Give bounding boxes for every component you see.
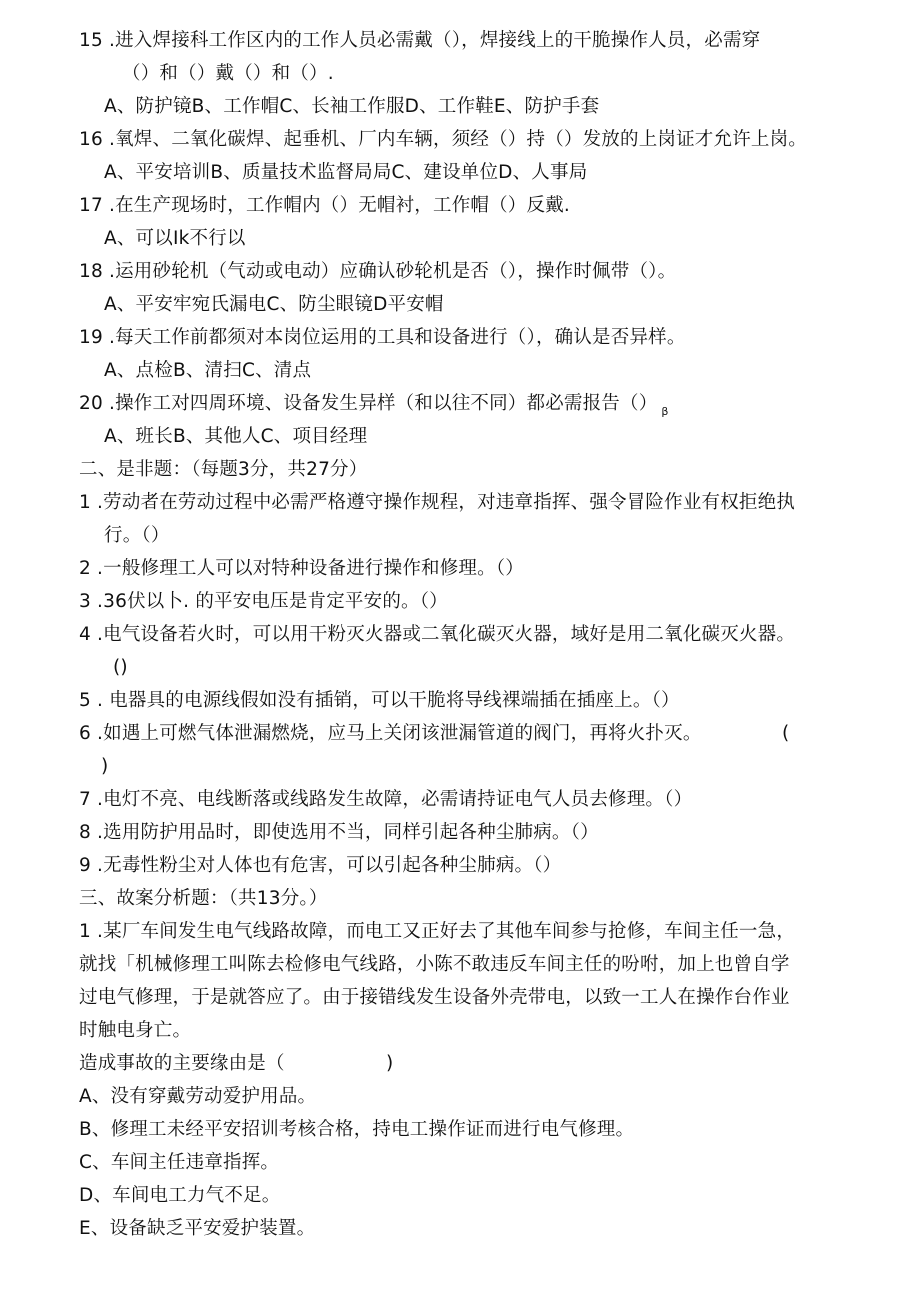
case1-question-close-paren: ) (386, 1053, 394, 1074)
q18-text: 18 .运用砂轮机（气动或电动）应确认砂轮机是否（），操作时佩带（）。 (79, 261, 677, 282)
q20-options: A、班长B、其他人C、项目经理 (104, 426, 368, 447)
tf9-text: 9 .无毒性粉尘对人体也有危害，可以引起各种尘肺病。（） (79, 855, 562, 876)
tf1-line1: 1 .劳动者在劳动过程中必需严格遵守操作规程，对违章指挥、强令冒险作业有权拒绝执 (79, 492, 796, 513)
q15-line2: （）和（）戴（）和（）. (122, 63, 334, 84)
section-3-heading: 三、故案分析题：（共13分。） (79, 888, 328, 909)
q17-options: A、可以Ik不行以 (104, 228, 246, 249)
q19-options: A、点检B、清扫C、清点 (104, 360, 312, 381)
tf6-open-paren: ( (782, 723, 790, 744)
tf8-text: 8 .选用防护用品时，即使选用不当，同样引起各种尘肺病。（） (79, 822, 599, 843)
q20-mark: β (661, 405, 669, 418)
tf6-close-paren: ) (101, 756, 109, 777)
section-2-heading: 二、是非题：（每题3分，共27分） (79, 459, 368, 480)
q15-options: A、防护镜B、工作帽C、长袖工作服D、工作鞋E、防护手套 (104, 96, 600, 117)
q16-options: A、平安培训B、质量技术监督局局C、建设单位D、人事局 (104, 162, 588, 183)
case1-option-b: B、修理工未经平安招训考核合格，持电工操作证而进行电气修理。 (79, 1119, 635, 1140)
case1-line4: 时触电身亡。 (79, 1020, 192, 1041)
q15-line1: 15 .进入焊接科工作区内的工作人员必需戴（），焊接线上的干脆操作人员，必需穿 (79, 30, 761, 51)
case1-option-a: A、没有穿戴劳动爱护用品。 (79, 1086, 317, 1107)
case1-option-e: E、设备缺乏平安爱护装置。 (79, 1218, 316, 1239)
q16-text: 16 .氧焊、二氧化碳焊、起垂机、厂内车辆，须经（）持（）发放的上岗证才允许上岗。 (79, 129, 808, 150)
tf7-text: 7 .电灯不亮、电线断落或线路发生故障，必需请持证电气人员去修理。（） (79, 789, 693, 810)
q19-text: 19 .每天工作前都须对本岗位运用的工具和设备进行（），确认是否异样。 (79, 327, 686, 348)
case1-line3: 过电气修理，于是就答应了。由于接错线发生设备外壳带电，以致一工人在操作台作业 (79, 987, 790, 1008)
tf4-line1: 4 .电气设备若火时，可以用干粉灭火器或二氧化碳灭火器，域好是用二氧化碳灭火器。 (79, 624, 796, 645)
case1-question: 造成事故的主要缘由是（ (79, 1053, 285, 1074)
q17-text: 17 .在生产现场时，工作帽内（）无帽衬，工作帽（）反戴. (79, 195, 570, 216)
tf4-line2: () (113, 657, 128, 678)
case1-option-d: D、车间电工力气不足。 (79, 1185, 281, 1206)
case1-line2: 就找「机械修理工叫陈去检修电气线路，小陈不敢违反车间主任的吩咐，加上也曾自学 (79, 954, 790, 975)
q20-text: 20 .操作工对四周环境、设备发生异样（和以往不同）都必需报告（） $_\beta$ (79, 393, 669, 418)
q18-options: A、平安牢宛氏漏电C、防尘眼镜D平安帽 (104, 294, 444, 315)
tf5-text: 5 . 电器具的电源线假如没有插销，可以干脆将导线裸端插在插座上。（） (79, 690, 680, 711)
case1-option-c: C、车间主任违章指挥。 (79, 1152, 280, 1173)
tf3-text: 3 .36伏以卜. 的平安电压是肯定平安的。（） (79, 591, 448, 612)
tf2-text: 2 .一般修理工人可以对特种设备进行操作和修理。（） (79, 558, 524, 579)
tf1-line2: 行。（） (104, 525, 170, 546)
case1-line1: 1 .某厂车间发生电气线路故障，而电工又正好去了其他车间参与抢修，车间主任一急， (79, 921, 796, 942)
tf6-line1: 6 .如遇上可燃气体泄漏燃烧，应马上关闭该泄漏管道的阀门，再将火扑灭。 (79, 723, 702, 744)
